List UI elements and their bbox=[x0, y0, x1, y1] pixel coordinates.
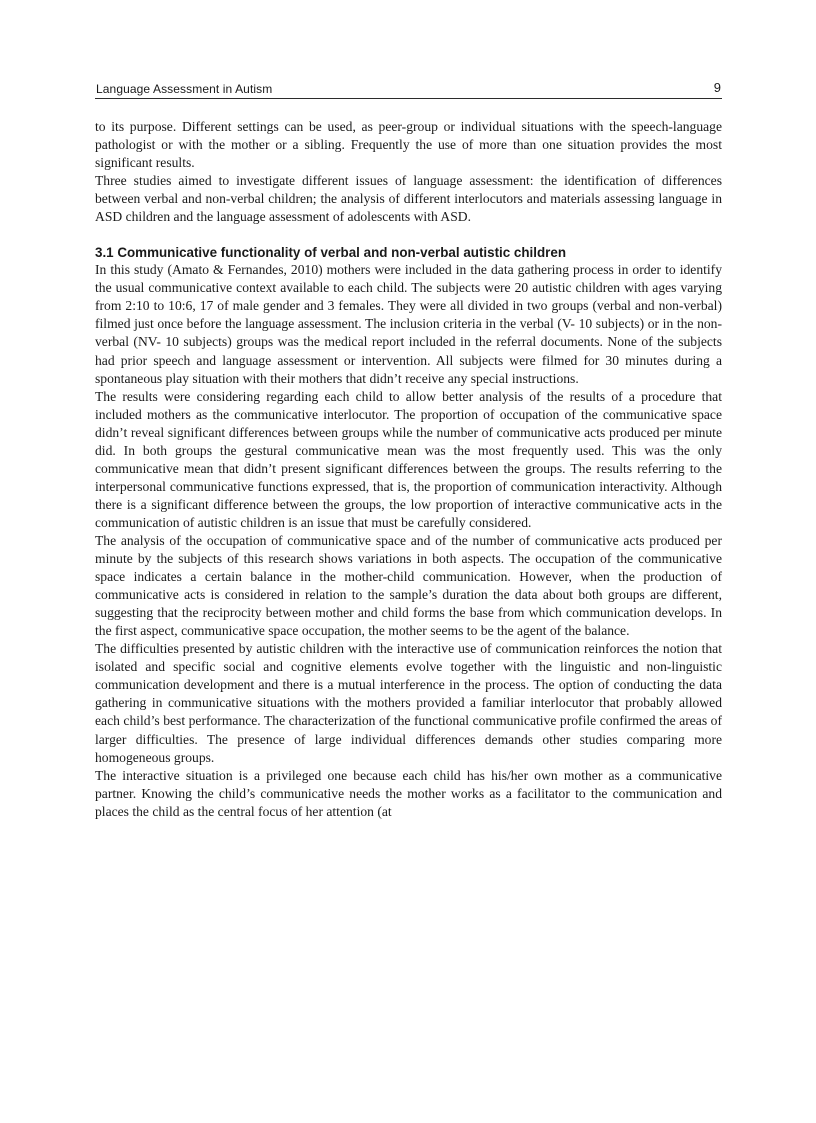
paragraph: The difficulties presented by autistic children with the interactive use of communication reinforces the notion that isolated and specific social and cognitive elements evolve together with the linguistic and non-linguistic communication development and there is a mutual interference in the process. The option of conducting the data gathering in communicative situations with the mothers provided a familiar interlocutor that probably allowed each child’s best performance. The characterization of the functional communicative profile confirmed the areas of larger difficulties. The presence of large individual differences demands other studies comparing more homogeneous groups. bbox=[95, 641, 722, 765]
body-text bbox=[95, 118, 722, 821]
paragraph: The interactive situation is a privileged one because each child has his/her own mother as a communicative partner. Knowing the child’s communicative needs the mother works as a facilitator to the communication and places the child as the central focus of her attention (at bbox=[95, 767, 722, 819]
paragraph: Three studies aimed to investigate different issues of language assessment: the identification of differences between verbal and non-verbal children; the analysis of different interlocutors and materials assessing language in ASD children and the language assessment of adolescents with ASD. bbox=[95, 173, 722, 225]
section-heading: 3.1 Communicative functionality of verbal and non-verbal autistic children bbox=[95, 245, 567, 261]
page-number: 9 bbox=[713, 80, 721, 95]
paragraph: In this study (Amato & Fernandes, 2010) mothers were included in the data gathering process in order to identify the usual communicative context available to each child. The subjects were 20 autistic children with ages varying from 2:10 to 10:6, 17 of male gender and 3 females. They were all divided in two groups (verbal and non-verbal) filmed just once before the language assessment. The inclusion criteria in the verbal (V- 10 subjects) or in the non-verbal (NV- 10 subjects) groups was the medical report included in the referral documents. None of the subjects had prior speech and language assessment or intervention. All subjects were filmed for 30 minutes during a spontaneous play situation with their mothers that didn’t receive any special instructions. bbox=[95, 262, 722, 386]
paragraph: The analysis of the occupation of communicative space and of the number of communicative acts produced per minute by the subjects of this research shows variations in both aspects. The occupation of the communicative space indicates a certain balance in the mother-child communication. However, when the production of communicative acts is considered in relation to the sample’s duration the data about both groups are different, suggesting that the reciprocity between mother and child forms the base from which communication develops. In the first aspect, communicative space occupation, the mother seems to be the agent of the balance. bbox=[95, 532, 722, 639]
paragraph: The results were considering regarding each child to allow better analysis of the results of a procedure that included mothers as the communicative interlocutor. The proportion of occupation of the communicative space didn’t reveal significant differences between groups while the number of communicative acts produced per minute did. In both groups the gestural communicative mean was the most frequently used. This was the only communicative mean that didn’t present significant differences between the groups. The results referring to the interpersonal communicative functions expressed, that is, the proportion of communication interactivity. Although there is a significant difference between the groups, the low proportion of interactive communicative acts in the communication of autistic children is an issue that must be carefully considered. bbox=[95, 388, 722, 530]
document-page bbox=[95, 0, 722, 1123]
running-title: Language Assessment in Autism bbox=[96, 82, 273, 96]
running-header bbox=[95, 80, 722, 99]
paragraph: to its purpose. Different settings can be used, as peer-group or individual situations with the speech-language pathologist or with the mother or a sibling. Frequently the use of more than one situation provides the most significant results. bbox=[95, 119, 722, 171]
